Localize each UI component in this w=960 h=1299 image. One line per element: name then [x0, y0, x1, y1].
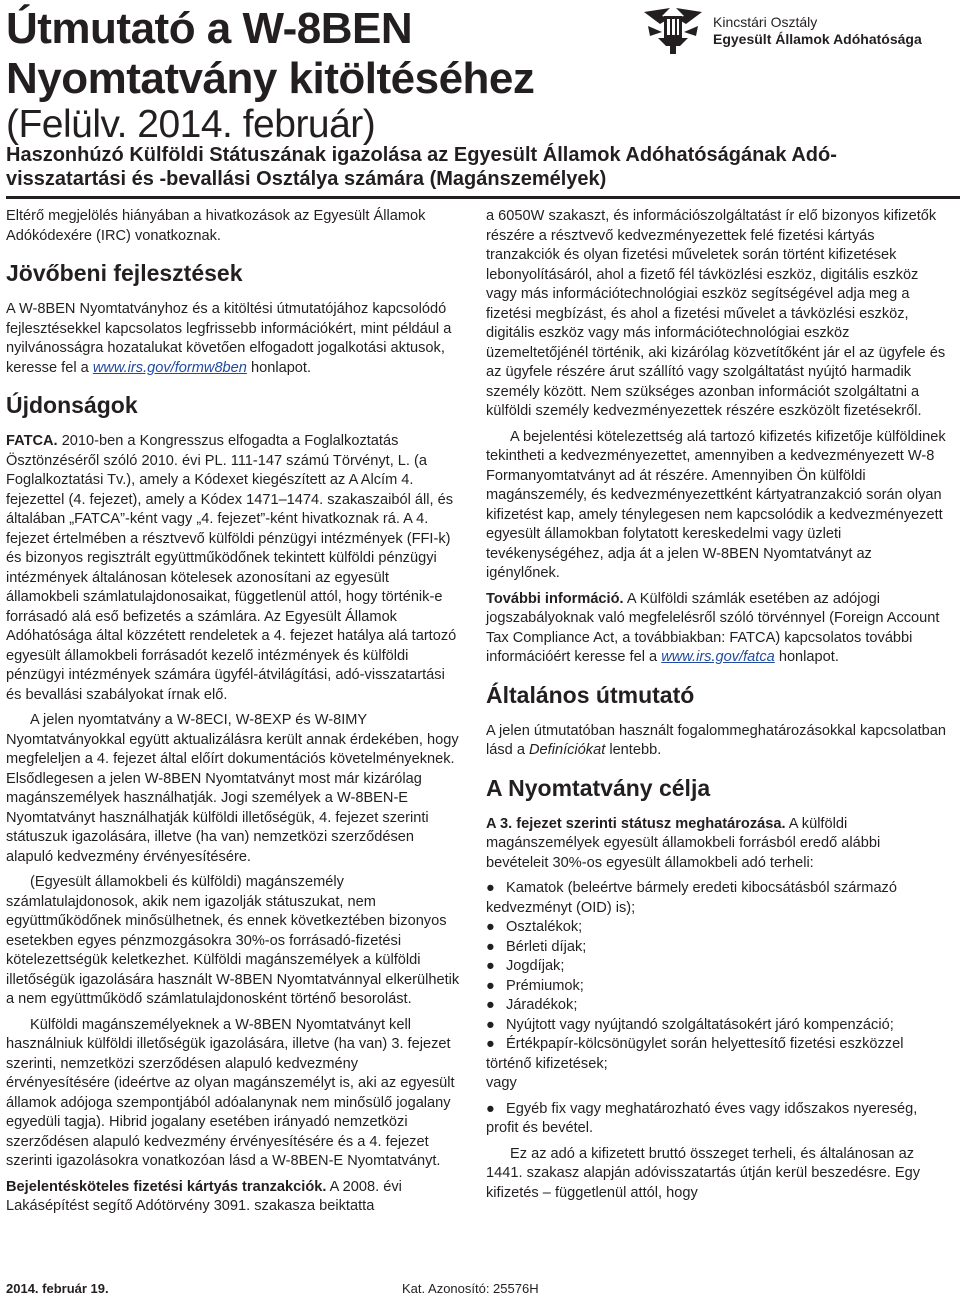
paragraph-withholding: Ez az adó a kifizetett bruttó összeget terheli, és általánosan az 1441. szakasz alapján adóvisszatartás útján kerül beszedésre. Egy kifizetés – függetlenül attól, hogy — [486, 1145, 921, 1201]
bullet-icon: ● — [486, 919, 495, 935]
bullet-icon: ● — [486, 938, 495, 955]
list-item-text: Jogdíjak; — [506, 958, 565, 974]
bullet-icon: ● — [486, 977, 495, 994]
list-item — [486, 918, 946, 938]
formw8ben-link[interactable]: www.irs.gov/formw8ben — [92, 359, 247, 376]
agency-line-1: Kincstári Osztály — [713, 14, 818, 30]
right-column — [486, 207, 946, 1209]
income-list — [486, 879, 946, 1074]
general-text-a: A jelen útmutatóban használt fogalommeghatározásokkal kapcsolatban lásd a — [486, 722, 946, 758]
paragraph-status — [486, 815, 946, 874]
future-paragraph — [6, 300, 461, 378]
list-item — [486, 1016, 946, 1036]
list-item — [486, 996, 946, 1016]
header-divider — [6, 196, 960, 199]
status-label: A 3. fejezet szerinti státusz meghatározása. — [486, 815, 786, 832]
paragraph-definitions — [486, 722, 946, 761]
bullet-icon: ● — [486, 958, 495, 974]
agency-logo — [640, 6, 958, 56]
paragraph-6050w: a 6050W szakaszt, és információszolgáltatást ír elő bizonyos kifizetők részére a résztvevő kedvezményezettek felé fizetési kártyás tranzakciók és olyan fizetési műveletek során történt kifizetések lebonyolításáról, ahol a fizető fél távközlési eszköz, digitális eszköz vagy más információtechnológiai eszköz segítségével adja meg a fizetési megbízást, és ahol a fizetési művelet a távközlési eszköz, digitális eszköz vagy más információtechnológiai eszköz üzemeltetőjénél történik, aki kizárólag közvetítőként jár el az ügyfele és az ügyfele részére árut szállító vagy szolgáltatást nyújtó harmadik személy között. Nem szükséges azonban információt szolgáltatni a külföldi személy kedvezményezettek részére eszközölt fizetésekről. — [486, 208, 946, 419]
list-item — [486, 957, 946, 977]
title-line-1: Útmutató a W-8BEN — [6, 4, 413, 53]
bullet-icon: ● — [486, 997, 495, 1013]
page-footer — [6, 1281, 956, 1297]
eagle-logo-icon — [640, 6, 706, 56]
heading-purpose: A Nyomtatvány célja — [486, 774, 711, 801]
list-item-text: Osztalékok; — [506, 919, 583, 935]
fatca-paragraph — [6, 432, 461, 705]
paragraph-foreign-individuals: Külföldi magánszemélyeknek a W-8BEN Nyomtatványt kell használniuk külföldi illetőségük igazolására, illetve (ha van) 3. fejezet szerinti, nemzetközi szerződésen alapuló kedvezmény érvényesítésére (ideértve az olyan magánszemélyt is, aki az egyesült államok adójoga szempontjából adóalanynak nem minősülő jogalany egyedüli tagja). Hibrid jogalany esetében irányadó nemzetközi szerződésen alapuló kedvezmény érvényesítésére és a 4. fejezet szerinti igazolásokra vonatkozóan lásd a W-8BEN-E Nyomtatványt. — [6, 1016, 455, 1169]
general-text-b: lentebb. — [609, 742, 662, 758]
revision-date: (Felülv. 2014. február) — [6, 103, 376, 146]
heading-general-instructions: Általános útmutató — [486, 681, 695, 708]
future-text: A W-8BEN Nyomtatványhoz és a kitöltési útmutatójához kapcsolódó fejlesztésekkel kapcsolatos legfrissebb információkért, mint például a nyilvánosságra hozatalukat követően elfogadott jogalkotási aktusok, keresse fel a — [6, 301, 452, 376]
vagy-text: vagy — [486, 1075, 517, 1091]
bullet-icon: ● — [486, 1036, 495, 1052]
list-item-text: Járadékok; — [506, 997, 578, 1013]
more-info-tail: honlapot. — [778, 649, 839, 665]
list-item — [486, 1035, 946, 1074]
card-transactions-text: A 2008. évi Lakásépítést segítő Adótörvény 3091. szakasza beiktatta — [6, 1178, 402, 1214]
list-item-text: Értékpapír-kölcsönügylet során helyettesítő fizetési eszközzel történő kifizetések; — [486, 1036, 904, 1072]
more-info-text: A Külföldi számlák esetében az adójogi jogszabályoknak való megfelelésről szóló törvénnyel (Foreign Account Tax Compliance Act, a továbbiakban: FATCA) kapcsolatos további információért keresse fel a — [486, 590, 940, 665]
heading-future-developments: Jövőbeni fejlesztések — [6, 260, 243, 286]
list-item-text: Egyéb fix vagy meghatározható éves vagy időszakos nyereség, profit és bevétel. — [486, 1100, 918, 1136]
paragraph-reporting: A bejelentési kötelezettség alá tartozó kifizetés kifizetője külföldinek tekintheti a kedvezményezettet, amennyiben a kedvezményezett W-8 Formanyomtatványt ad át részére. Amennyiben Ön külföldi magánszemély, és kedvezményezettként kártyatranzakció során olyan kifizetést kap, amely ténylegesen nem kapcsolódik a kedvezményezett egyesült államokban folytatott kereskedelmi vagy üzleti tevékenységéhez, adja át a jelen W-8BEN Nyomtatványt az igénylőnek. — [486, 428, 946, 581]
agency-line-2: Egyesült Államok Adóhatósága — [713, 31, 922, 47]
document-title — [6, 4, 534, 146]
list-item-text: Kamatok (beleértve bármely eredeti kibocsátásból származó kedvezményt (OID) is); — [486, 880, 897, 916]
list-item-text: Nyújtott vagy nyújtandó szolgáltatásokért járó kompenzáció; — [506, 1016, 894, 1033]
bullet-icon: ● — [486, 880, 495, 896]
paragraph-forms-updated: A jelen nyomtatvány a W-8ECI, W-8EXP és W-8IMY Nyomtatványokkal együtt aktualizálásra került annak érdekében, hogy megfeleljen a 4. fejezet által előírt dokumentációs követelményeknek. Elsődlegesen a jelen W-8BEN Nyomtatványt most már kizárólag magánszemélyek használhatják. Jogi személyek a W-8BEN-E Nyomtatványt használhatják külföldi illetőségük, 4. fejezet szerinti státuszuk igazolására, illetve (ha van) nemzetközi szerződésen alapuló kedvezmény érvényesítésére. — [6, 712, 459, 865]
footer-date: 2014. február 19. — [6, 1281, 109, 1296]
income-list-last — [486, 1100, 946, 1139]
list-item — [486, 977, 946, 997]
list-item — [486, 1100, 946, 1139]
bullet-icon: ● — [486, 1016, 495, 1033]
catalog-number: Kat. Azonosító: 25576H — [402, 1281, 539, 1296]
list-item-text: Bérleti díjak; — [506, 938, 587, 955]
paragraph-more-info — [486, 590, 946, 668]
fatca-text: 2010-ben a Kongresszus elfogadta a Foglalkoztatás Ösztönzéséről szóló 2010. évi PL. 111-147 számú Törvényt, L. (a Foglalkoztatási Tv.), amely a Kódexet kiegészített az A Alcím 4. fejezettel (4. fejezet), amely a Kódex 1471–1474. szakaszaiból áll, és általában „FATCA”-ként vagy „4. fejezet”-ként hivatkoznak rá. A 4. fejezet értelmében a résztvevő külföldi pénzügyi intézmények (FFI-k) és bizonyos regisztrált együttműködőnek tekintett külföldi pénzügyi intézmények általánosan kötelesek azonosítani az egyesült államokbeli számlatulajdonosaikat, függetlenül attól, hogy történik-e forrásadó alá eső befizetés a számlára. Az Egyesült Államok Adóhatósága által közzétett rendeletek a 4. fejezet hatálya alá tartozó egyesült államokbeli forrásadót kezelő intézmények és külföldi pénzügyi intézmények számára ügyfél-átvilágítási, adó-visszatartási és bevallási szabályokat írnak elő. — [6, 433, 457, 703]
status-text: A külföldi magánszemélyek egyesült államokbeli forrásból eredő alábbi bevételeit 30%-os egyesült államokbeli adó terheli: — [486, 815, 881, 871]
fatca-link[interactable]: www.irs.gov/fatca — [661, 649, 775, 665]
agency-name — [713, 14, 922, 48]
paragraph-card-transactions — [6, 1178, 461, 1217]
left-column — [6, 207, 461, 1223]
fatca-label: FATCA. — [6, 433, 58, 449]
paragraph-account-holders: (Egyesült államokbeli és külföldi) magánszemély számlatulajdonosok, akik nem igazolják státuszukat, nem együttműködőnek minősülhetnek, és ennek következtében bizonyos esetekben egyes pénzmozgásokra 30%-os forrásadó-fizetési kötelezettségük keletkezhet. Külföldi magánszemélyek a külföldi illetőségük igazolására használt W-8BEN Nyomtatvánnyal elkerülhetik a nem együttműködő számlatulajdonosként történő besorolást. — [6, 874, 460, 1007]
bullet-icon: ● — [486, 1100, 495, 1117]
form-subtitle: Haszonhúzó Külföldi Státuszának igazolása az Egyesült Államok Adóhatóságának Adó-visszatartási és -bevallási Osztálya számára (Magánszemélyek) — [6, 144, 837, 190]
card-transactions-label: Bejelentésköteles fizetési kártyás tranzakciók. — [6, 1178, 327, 1195]
list-item-text: Prémiumok; — [506, 977, 584, 994]
intro-paragraph: Eltérő megjelölés hiányában a hivatkozások az Egyesült Államok Adókódexére (IRC) vonatkoznak. — [6, 208, 426, 244]
future-tail: honlapot. — [250, 359, 312, 376]
title-line-2: Nyomtatvány kitöltéséhez — [6, 54, 535, 103]
heading-whats-new: Újdonságok — [6, 392, 138, 418]
list-item — [486, 879, 946, 918]
list-item — [486, 938, 946, 958]
definitions-reference: Definíciókat — [529, 742, 606, 758]
more-info-label: További információ. — [486, 590, 624, 607]
